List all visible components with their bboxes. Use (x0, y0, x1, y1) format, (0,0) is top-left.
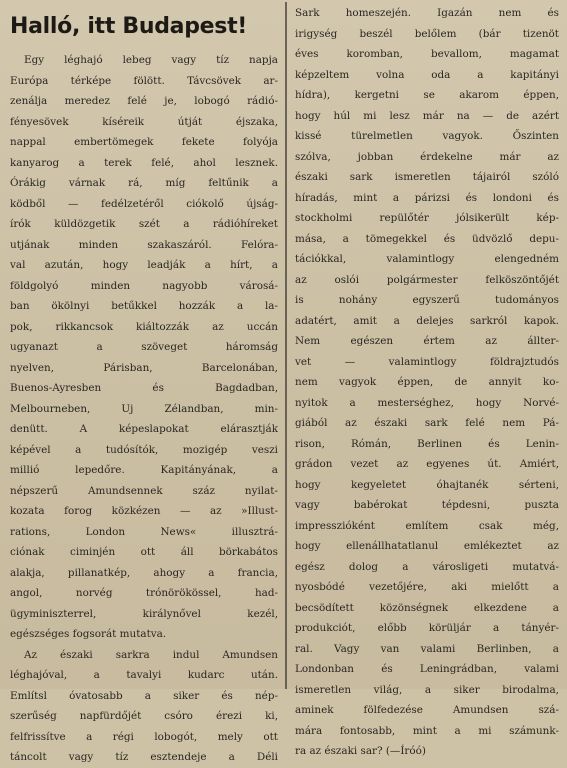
text-line: egész dolog a városligeti mutatvá- (295, 560, 559, 573)
text-line: Egy léghajó lebeg vagy tíz napja (24, 54, 278, 66)
text-line: Az északi sarkra indul Amundsen (24, 648, 278, 661)
text-line: kozata forog közkézen — az »Illust- (10, 505, 278, 517)
text-line: impresszióként említem csak még, (295, 519, 559, 532)
text-line: éves koromban, bevallom, magamat (295, 48, 559, 60)
text-line: tációkkal, valamintlogy elengedném (295, 253, 559, 265)
text-line: táncolt vagy tíz esztendeje a Déli (10, 751, 278, 763)
text-line: szerűség napfürdőjét csóro érezi ki, (10, 710, 278, 722)
text-line: nyosbódé vezetőjére, aki mielőtt a (295, 581, 559, 593)
text-line: Említsl óvatosabb a siker és nép- (10, 689, 278, 702)
text-line: ködből — fedélzetéről ciókolő újság- (10, 197, 278, 210)
text-line: népszerű Amundsennek száz nyilat- (10, 484, 278, 497)
text-line: egészséges fogsorát mutatva. (10, 628, 167, 640)
text-line: képzeltem volna oda a kapitányi (295, 68, 559, 81)
text-line: adatért, amit a delejes sarkról kapok. (295, 314, 559, 327)
text-line: pok, rikkancsok kiáltozzák az uccán (10, 320, 278, 333)
text-line: hogy kegyeletet óhajtanék sérteni, (295, 478, 559, 491)
text-line: Buenos-Ayresben és Bagdadban, (10, 382, 278, 394)
text-line: giából az északi sark felé nem Pá- (295, 417, 559, 429)
text-line: vagy babérokat tépdesni, puszta (295, 499, 559, 511)
text-line: északi sark ismeretlen tájairól szóló (295, 171, 559, 183)
text-line: Londonban és Leningrádban, valami (295, 663, 559, 675)
text-line: Melbourneben, Uj Zélandban, min- (10, 402, 278, 415)
text-line: aminek fölfedezése Amundsen szá- (295, 704, 559, 716)
text-line: is nohány egyszerű tudományos (295, 294, 559, 306)
left-column-text (10, 50, 278, 768)
text-line: nappal embertömegek fekete folyója (10, 136, 278, 148)
text-line: ral. Vagy van valami Berlinben, a (295, 642, 559, 655)
text-line: zenálja meredez felé je, lobogó rádió- (10, 95, 278, 107)
text-line: híradás, mint a párizsi és londoni és (295, 191, 559, 204)
text-line: Sark homeszején. Igazán nem és (295, 7, 559, 19)
text-line: hogy húl mi lesz már na — de azért (295, 109, 559, 122)
text-line: vet — valamintlogy földrajztudós (295, 355, 559, 368)
text-line: mára fontosabb, mint a mi számunk- (295, 724, 559, 737)
text-line: Európa térképe fölött. Távcsövek ar- (10, 74, 278, 87)
left-column (10, 0, 278, 768)
text-line: rations, London News« illusztrá- (10, 525, 278, 538)
text-line: ra az északi sar? (—Íróó) (295, 745, 426, 757)
text-line: fényesövek kíséreik útját éjszaka, (10, 115, 278, 128)
text-line: ügyminiszterrel, királynővel kezél, (10, 607, 278, 620)
text-line: angol, norvég trónörökössel, had- (10, 587, 278, 599)
text-line: val azután, hogy leadják a hírt, a (10, 259, 278, 271)
text-line: ban ökölnyi betűkkel hozzák a la- (10, 300, 278, 312)
text-line: grádon vezet az egyenes út. Amiért, (295, 458, 559, 470)
text-line: nyitok a mesterséghez, hogy Norvé- (295, 396, 559, 409)
text-line: ciónak ciminjén ott áll börkabátos (10, 546, 278, 558)
column-divider (285, 2, 287, 689)
text-line: ugyanazt a szöveget háromság (10, 341, 278, 353)
text-line: becsödített közönségnek elkezdene a (295, 601, 559, 614)
text-line: nyelven, Párisban, Barcelonában, (10, 361, 278, 374)
text-line: nem vagyok éppen, de annyit ko- (295, 376, 559, 388)
text-line: szólva, jobban érdekelne már az (295, 150, 559, 163)
text-line: ismeretlen világ, a siker birodalma, (295, 683, 559, 696)
text-line: mása, a tömegekkel és üdvözlő depu- (295, 232, 559, 245)
text-line: kissé türelmetlen vagyok. Őszinten (295, 130, 559, 142)
text-line: hogy ellenállhatatlanul emlékeztet az (295, 540, 559, 552)
right-column (295, 3, 559, 762)
text-line: Órákig várnak rá, míg feltűnik a (10, 177, 278, 189)
text-line: képével a tudósítók, mozigép veszi (10, 443, 278, 456)
text-line: Nem egészen értem az állter- (295, 335, 559, 347)
text-line: írók küldözgetik szét a rádióhíreket (10, 218, 278, 230)
text-line: produkciót, előbb körüljár a tányér- (295, 622, 559, 634)
right-column-text (295, 3, 559, 762)
text-line: alakja, pillanatkép, ahogy a francia, (10, 566, 278, 579)
article-title: Halló, itt Budapest! (10, 14, 248, 39)
text-line: hídra), kergetni se akarom éppen, (295, 89, 559, 101)
text-line: millió lepedőre. Kapitányának, a (10, 464, 278, 476)
text-line: stockholmi repülőtér jólsikerült kép- (295, 212, 559, 224)
text-line: utjának minden szakaszáról. Felóra- (10, 238, 278, 251)
text-line: léghajóval, a tavalyi kudarc után. (10, 669, 278, 681)
text-line: irigység beszél belőlem (bár tizenöt (295, 27, 559, 40)
text-line: kanyarog a terek felé, ahol lesznek. (10, 156, 278, 169)
text-line: felfrissítve a régi lobogót, mely ott (10, 730, 278, 743)
text-line: rison, Rómán, Berlinen és Lenin- (295, 437, 559, 450)
text-line: földgolyó minden nagyobb városá- (10, 279, 278, 292)
text-line: denütt. A képeslapokat elárasztják (10, 423, 278, 435)
text-line: az oslói polgármester felköszöntőjét (295, 273, 559, 286)
